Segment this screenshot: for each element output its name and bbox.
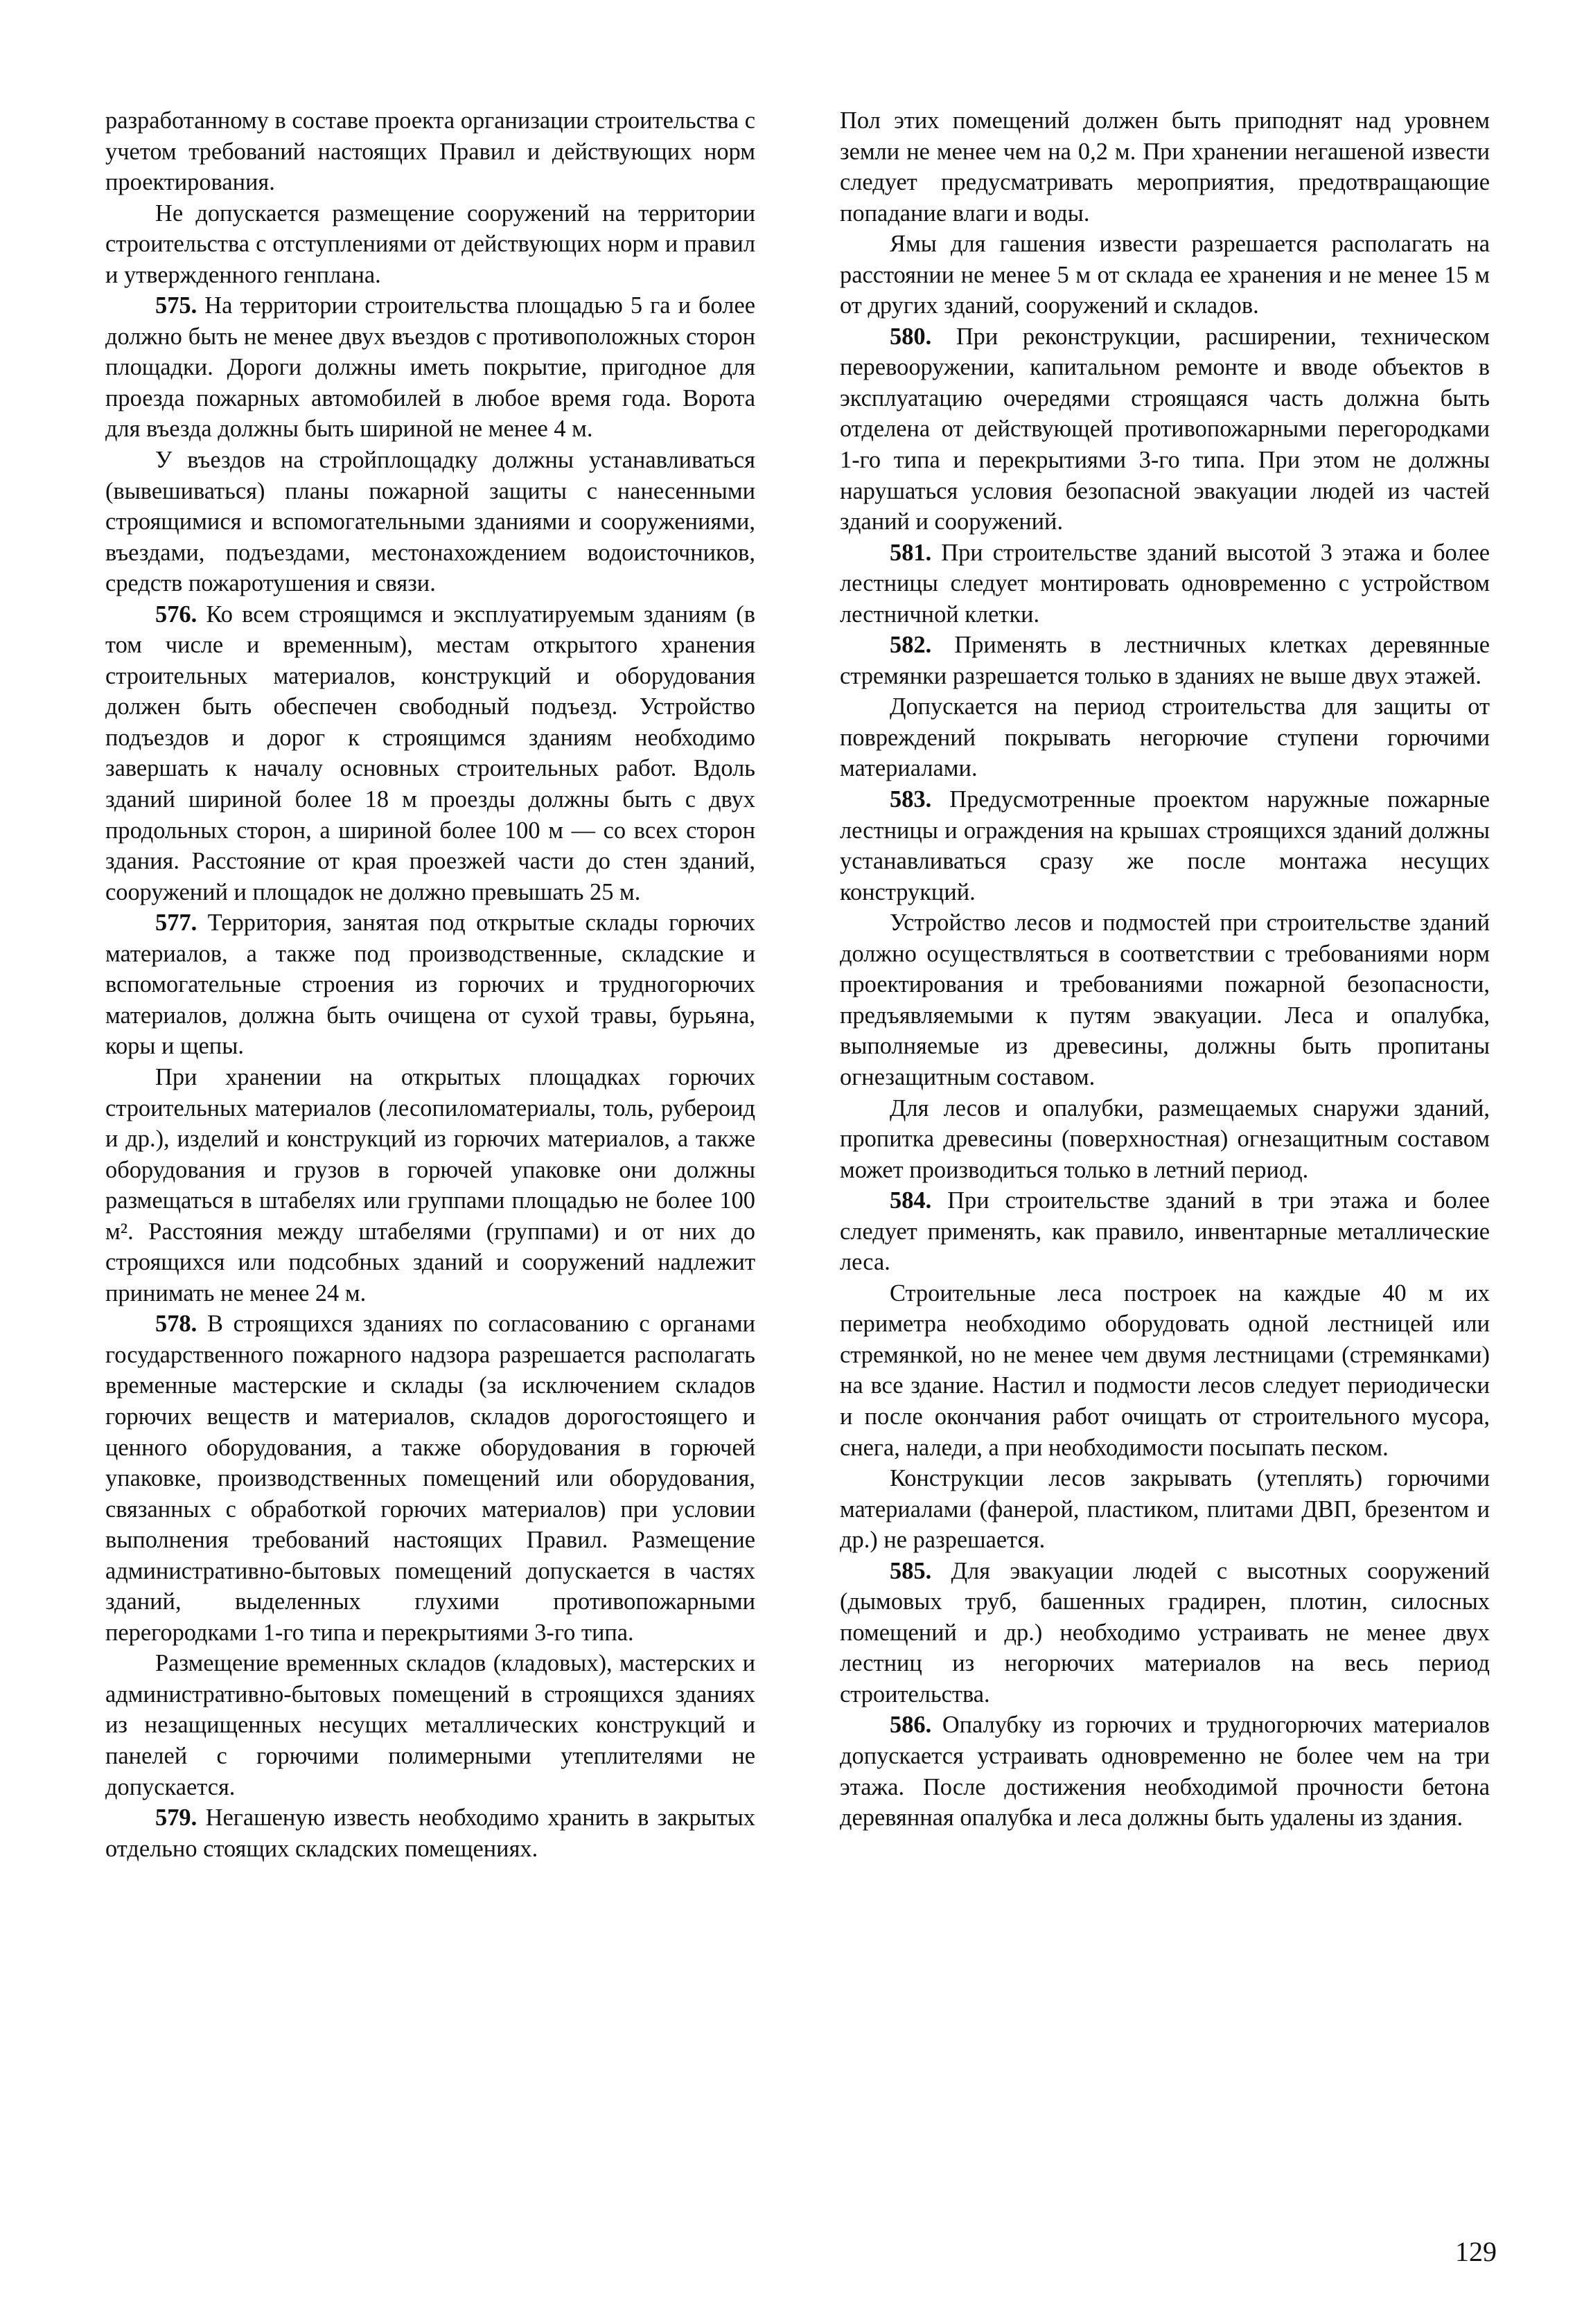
paragraph: Ямы для гашения извести разрешается располагать на расстоянии не менее 5 м от склада ее хранения и не менее 15 м от других зданий, сооружений и складов. [840,231,1490,319]
paragraph-586: 586. Опалубку из горючих и трудногорючих материалов допускается устраивать одновременно не более чем на три этажа. После достижения необходимой прочности бетона деревянная опалубка и леса должны быть удалены из здания. [840,1712,1490,1831]
right-column [840,105,1490,1834]
clause-number: 578. [155,1311,197,1338]
paragraph: Устройство лесов и подмостей при строительстве зданий должно осуществляться в соответствии с требованиями норм проектирования и требованиями пожарной безопасности, предъявляемыми к путям эвакуации. Леса и опалубка, выполняемые из древесины, должны быть пропитаны огнезащитным составом. [840,910,1490,1090]
paragraph: У въездов на стройплощадку должны устанавливаться (вывешиваться) планы пожарной защиты с нанесенными строящимися и вспомогательными зданиями и сооружениями, въездами, подъездами, местонахождением водоисточников, средств пожаротушения и связи. [105,447,755,597]
paragraph: При хранении на открытых площадках горючих строительных материалов (лесопиломатериалы, толь, рубероид и др.), изделий и конструкций из горючих материалов, а также оборудования и грузов в горючей упаковке они должны размещаться в штабелях или группами площадью не более 100 м². Расстояния между штабелями (группами) и от них до строящихся или подсобных зданий и сооружений надлежит принимать не менее 24 м. [105,1063,755,1306]
clause-number: 585. [890,1557,932,1584]
clause-number: 579. [155,1804,197,1831]
paragraph: Допускается на период строительства для защиты от повреждений покрывать негорючие ступени горючими материалами. [840,693,1490,782]
paragraph-579: 579. Негашеную известь необходимо хранить в закрытых отдельно стоящих складских помещениях. [105,1804,755,1862]
clause-number: 580. [890,323,932,350]
page-number: 129 [1455,2236,1497,2267]
paragraph-585: 585. Для эвакуации людей с высотных сооружений (дымовых труб, башенных градирен, плотин, силосных помещений и др.) необходимо устраивать не менее двух лестниц из негорючих материалов на весь период строительства. [840,1557,1490,1707]
paragraph-578: 578. В строящихся зданиях по согласованию с органами государственного пожарного надзора разрешается располагать временные мастерские и склады (за исключением складов горючих веществ и материалов, складов дорогостоящего и ценного оборудования, а также оборудования в горючей упаковке, производственных помещений или оборудования, связанных с обработкой горючих материалов) при условии выполнения требований настоящих Правил. Размещение административно-бытовых помещений допускается в частях зданий, выделенных глухими противопожарными перегородками 1-го типа и перекрытиями 3-го типа. [105,1311,755,1646]
paragraph: Пол этих помещений должен быть приподнят над уровнем земли не менее чем на 0,2 м. При хранении негашеной извести следует предусматривать мероприятия, предотвращающие попадание влаги и воды. [840,107,1490,227]
paragraph-577: 577. Территория, занятая под открытые склады горючих материалов, а также под производственные, складские и вспомогательные строения из горючих и трудногорючих материалов, должна быть очищена от сухой травы, бурьяна, коры и щепы. [105,910,755,1060]
paragraph: Конструкции лесов закрывать (утеплять) горючими материалами (фанерой, пластиком, плитами ДВП, брезентом и др.) не разрешается. [840,1465,1490,1554]
paragraph: Размещение временных складов (кладовых), мастерских и административно-бытовых помещений в строящихся зданиях из незащищенных несущих металлических конструкций и панелей с горючими полимерными утеплителями не допускается. [105,1650,755,1800]
paragraph-575: 575. На территории строительства площадью 5 га и более должно быть не менее двух въездов с противоположных сторон площадки. Дороги должны иметь покрытие, пригодное для проезда пожарных автомобилей в любое время года. Ворота для въезда должны быть шириной не менее 4 м. [105,292,755,443]
clause-number: 576. [155,601,197,628]
paragraph: разработанному в составе проекта организации строительства с учетом требований настоящих Правил и действующих норм проектирования. [105,107,755,196]
clause-number: 583. [890,786,932,813]
left-column [105,105,755,1864]
paragraph: Не допускается размещение сооружений на территории строительства с отступлениями от действующих норм и правил и утвержденного генплана. [105,199,755,288]
paragraph: Для лесов и опалубки, размещаемых снаружи зданий, пропитка древесины (поверхностная) огнезащитным составом может производиться только в летний период. [840,1094,1490,1183]
paragraph-583: 583. Предусмотренные проектом наружные пожарные лестницы и ограждения на крышах строящихся зданий должны устанавливаться сразу же после монтажа несущих конструкций. [840,786,1490,905]
clause-number: 575. [155,292,197,319]
paragraph-584: 584. При строительстве зданий в три этажа и более следует применять, как правило, инвентарные металлические леса. [840,1187,1490,1276]
paragraph-582: 582. Применять в лестничных клетках деревянные стремянки разрешается только в зданиях не выше двух этажей. [840,632,1490,689]
paragraph-576: 576. Ко всем строящимся и эксплуатируемым зданиям (в том числе и временным), местам открытого хранения строительных материалов, конструкций и оборудования должен быть обеспечен свободный подъезд. Устройство подъездов и дорог к строящимся зданиям необходимо завершать к началу основных строительных работ. Вдоль зданий шириной более 18 м проезды должны быть с двух продольных сторон, а шириной более 100 м — со всех сторон здания. Расстояние от края проезжей части до стен зданий, сооружений и площадок не должно превышать 25 м. [105,601,755,905]
clause-number: 584. [890,1187,932,1214]
clause-number: 586. [890,1712,932,1739]
paragraph-580: 580. При реконструкции, расширении, техническом перевооружении, капитальном ремонте и вводе объектов в эксплуатацию очередями строящаяся часть должна быть отделена от действующей противопожарными перегородками 1-го типа и перекрытиями 3-го типа. При этом не должны нарушаться условия безопасной эвакуации людей из частей зданий и сооружений. [840,323,1490,535]
clause-number: 577. [155,910,197,937]
paragraph: Строительные леса построек на каждые 40 м их периметра необходимо оборудовать одной лестницей или стремянкой, но не менее чем двумя лестницами (стремянками) на все здание. Настил и подмости лесов следует периодически и после окончания работ очищать от строительного мусора, снега, наледи, а при необходимости посыпать песком. [840,1279,1490,1461]
clause-number: 581. [890,539,932,566]
paragraph-581: 581. При строительстве зданий высотой 3 этажа и более лестницы следует монтировать одновременно с устройством лестничной клетки. [840,539,1490,628]
clause-number: 582. [890,632,932,659]
